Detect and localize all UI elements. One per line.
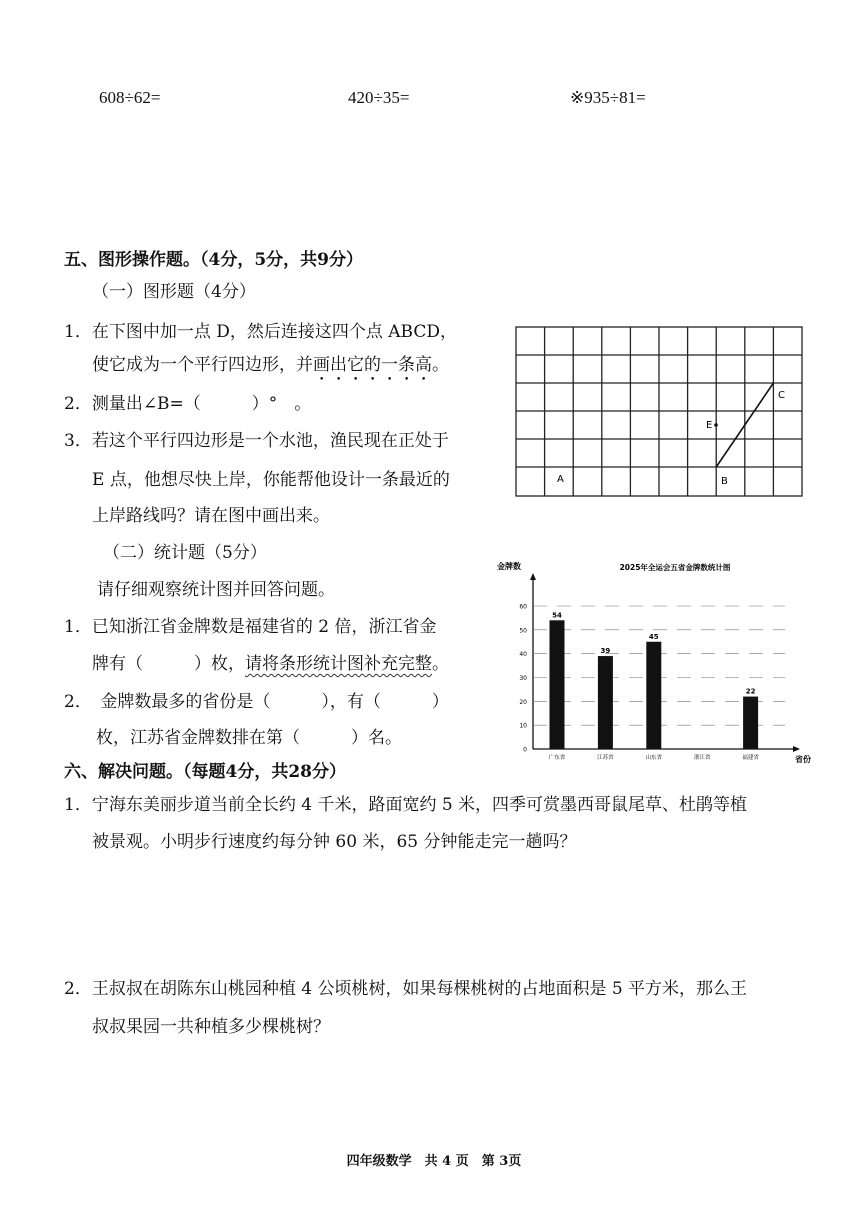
q1-line-a: 1．在下图中加一点 D，然后连接这四个点 ABCD， — [64, 322, 457, 342]
s6-q1-line-b: 被景观。小明步行速度约每分钟 60 米，65 分钟能走完一趟吗？ — [92, 832, 577, 852]
y-tick-label: 50 — [519, 627, 527, 635]
x-category-label: 山东省 — [645, 755, 663, 761]
p2-q2-line-a: 2． 金牌数最多的省份是（ ），有（ ） — [64, 692, 449, 712]
q3-line-c: 上岸路线吗？请在图中画出来。 — [92, 506, 330, 526]
data-label-0: 54 — [552, 611, 562, 620]
calc-2: 420÷35= — [348, 88, 410, 107]
section6-title: 六、解决问题。（每题4分，共28分） — [64, 762, 346, 782]
x-category-label: 广东省 — [548, 755, 566, 761]
label-e: E — [706, 420, 713, 431]
y-axis-arrow — [530, 573, 536, 580]
q3-line-a: 3．若这个平行四边形是一个水池，渔民现在正处于 — [64, 431, 449, 451]
point-e — [714, 423, 718, 427]
x-category-label: 浙江省 — [693, 755, 711, 761]
label-a: A — [557, 474, 564, 485]
data-label-1: 39 — [600, 647, 611, 656]
y-tick-label: 10 — [519, 722, 527, 730]
y-tick-label: 20 — [519, 698, 527, 706]
y-tick-label: 0 — [523, 746, 527, 754]
p2-q2-line-b: 枚，江苏省金牌数排在第（ ）名。 — [96, 728, 402, 748]
q3-line-b: E 点，他想尽快上岸，你能帮他设计一条最近的 — [92, 470, 450, 490]
bar-1 — [598, 656, 613, 749]
bar-0 — [550, 620, 565, 749]
chart-y-ticks — [519, 604, 527, 754]
label-b: B — [721, 476, 728, 487]
s6-q1-line-a: 1．宁海东美丽步道当前全长约 4 千米，路面宽约 5 米，四季可赏墨西哥鼠尾草、杜鹃等植 — [64, 795, 748, 815]
bar-4 — [743, 697, 758, 749]
data-label-4: 22 — [745, 687, 756, 696]
y-tick-label: 30 — [519, 675, 527, 682]
label-c: C — [778, 390, 785, 401]
p2-q1-b-pre: 牌有（ ）枚， — [92, 654, 245, 674]
q1-b-dotted: 画出它的一条高 — [313, 355, 432, 375]
data-label-2: 45 — [648, 632, 659, 641]
p2-q1-b-post: 。 — [432, 654, 449, 674]
p2-q1-line-a: 1．已知浙江省金牌数是福建省的 2 倍，浙江省金 — [64, 617, 437, 637]
s6-q2-line-b: 叔叔果园一共种植多少棵桃树？ — [92, 1017, 330, 1037]
calc-1: 608÷62= — [99, 88, 161, 107]
p2-q1-line-b — [92, 649, 449, 674]
grid-lines — [516, 327, 802, 496]
chart-x-categories — [549, 753, 760, 761]
q1-line-b — [92, 350, 449, 385]
q1-b-mid: 平行四边形 — [194, 355, 279, 375]
calc-3: ※935÷81= — [570, 88, 646, 107]
q1-b-pre: 使它成为一个 — [92, 355, 194, 375]
part2-intro: 请仔细观察统计图并回答问题。 — [97, 580, 335, 600]
q1-b-post: 。 — [432, 355, 449, 375]
x-category-label: 江苏省 — [597, 755, 614, 761]
y-tick-label: 60 — [519, 603, 527, 611]
grid-figure — [515, 326, 803, 498]
page-footer: 四年级数学 共 4 页 第 3页 — [346, 1154, 522, 1169]
section5-title: 五、图形操作题。（4分，5分，共9分） — [64, 250, 363, 270]
chart-ylabel: 金牌数 — [497, 562, 521, 571]
medal-bar-chart — [495, 558, 815, 766]
q2-line: 2．测量出∠B=（ ）° 。 — [64, 394, 312, 414]
chart-xlabel: 省份 — [795, 755, 811, 764]
y-tick-label: 40 — [519, 651, 527, 659]
chart-title: 2025年全运会五省金牌数统计图 — [619, 563, 731, 572]
part2-title: （二）统计题（5分） — [103, 543, 267, 563]
s6-q2-line-a: 2．王叔叔在胡陈东山桃园种植 4 公顷桃树，如果每棵桃树的占地面积是 5 平方米，那么王 — [64, 979, 748, 999]
x-category-label: 福建省 — [742, 755, 759, 761]
x-axis-arrow — [793, 746, 800, 752]
q1-b-sep: ，并 — [279, 355, 313, 375]
part1-title: （一）图形题（4分） — [92, 282, 256, 302]
bar-2 — [646, 642, 661, 749]
p2-q1-b-wavy: 请将条形统计图补充完整 — [245, 654, 432, 674]
